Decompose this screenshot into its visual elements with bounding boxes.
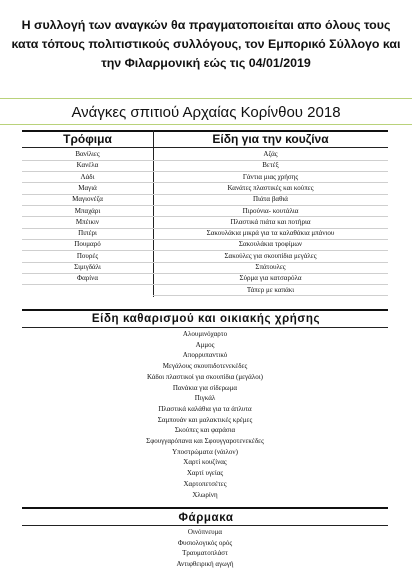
pharmacy-item: Οινόπνευμα (187, 528, 223, 536)
announcement-line: Η συλλογή των αναγκών θα πραγματοποιείται απο όλους τους (21, 18, 391, 32)
cleaning-item: Αλουμινόχαρτο (182, 330, 228, 338)
section-border (22, 309, 388, 311)
row-divider (153, 295, 388, 296)
kitchen-item: Πιάτα βαθιά (253, 195, 288, 204)
pharmacy-item: Αντιφθειρική αγωγή (176, 559, 234, 568)
cleaning-item: Πανάκια για σίδερωμα (172, 383, 238, 392)
kitchen-item: Αζάς (263, 150, 278, 158)
kitchen-item: Βετέξ (262, 161, 279, 170)
section-title-cleaning: Είδη καθαρισμού και οικιακής χρήσης (91, 313, 321, 325)
food-item: Φαρίνα (77, 274, 98, 283)
pharmacy-item: Τραυματοπλάστ (182, 549, 228, 558)
kitchen-item: Κανάτες πλαστικές και κούπες (227, 183, 314, 192)
cleaning-item: Απορρυπαντικό (182, 351, 228, 360)
food-item: Πουρές (76, 251, 99, 260)
cleaning-item: Πλαστικά καλάθια για τα άπλυτα (158, 404, 252, 413)
food-item: Πιπέρι (78, 229, 97, 238)
kitchen-item: Πιρούνια- κουτάλια (242, 206, 299, 215)
section-border (22, 327, 388, 328)
announcement-line: κατα τόπους πολιτιστικούς συλλόγους, τον Εμπορικό Σύλλογο και (11, 37, 401, 51)
kitchen-item: Σπάτουλες (255, 263, 286, 271)
page-title: Ανάγκες σπιτιού Αρχαίας Κορίνθου 2018 (71, 104, 341, 121)
food-item: Βανίλιες (75, 150, 100, 158)
kitchen-item: Σακουλάκια τροφίμων (238, 240, 303, 249)
divider (0, 124, 412, 125)
cleaning-item: Χαρτοπετσέτες (183, 479, 227, 488)
cleaning-item: Υποστρώματα (νάιλον) (172, 447, 238, 456)
cleaning-item: Χλωρίνη (192, 490, 218, 499)
cleaning-item: Κάδοι πλαστικοί για σκουπίδια (μεγάλοι) (147, 372, 263, 381)
cleaning-item: Χαρτί υγείας (186, 469, 224, 478)
cleaning-item: Σαμπουάν και μαλακτικές κρέμες (157, 415, 253, 424)
pharmacy-item: Φυσιολογικός ορός (177, 538, 233, 547)
cleaning-item: Χαρτί κουζίνας (183, 458, 227, 467)
section-border (22, 507, 388, 509)
cleaning-item: Πιγκάλ (194, 394, 216, 403)
food-item: Λάδι (80, 172, 95, 181)
kitchen-item: Τάπερ με καπάκι (246, 285, 295, 294)
food-item: Μαγιά (78, 183, 97, 192)
food-item: Μπέικιν (75, 217, 100, 226)
divider (0, 98, 412, 99)
kitchen-item: Γάντια μιας χρήσης (242, 172, 299, 181)
food-item: Σιμιγδάλι (74, 263, 101, 271)
announcement (6, 16, 406, 73)
food-item: Μαγιονέζα (72, 195, 103, 204)
cleaning-item: Αμμος (195, 340, 215, 349)
kitchen-item: Πλαστικά πιάτα και ποτήρια (230, 217, 311, 226)
table-header-border (22, 147, 388, 148)
cleaning-item: Σφουγγαρόπανα και Σφουγγαροτενεκέδες (146, 437, 264, 445)
kitchen-item: Σύρμα για κατσαρόλα (239, 274, 302, 283)
section-title-pharmacy: Φάρμακα (178, 512, 234, 524)
section-border (22, 525, 388, 526)
cleaning-item: Σκούπες και φαράσια (174, 426, 236, 435)
column-header-kitchen: Είδη για την κουζίνα (212, 132, 329, 146)
kitchen-item: Σακούλες για σκουπίδια μεγάλες (224, 251, 317, 260)
food-item: Πουμαρό (74, 240, 101, 249)
column-header-food: Τρόφιμα (63, 132, 112, 146)
food-item: Κανέλα (76, 161, 99, 170)
kitchen-item: Σακουλάκια μικρά για τα καλαθάκια μπάνιου (206, 229, 335, 238)
food-item: Μπαχάρι (74, 206, 101, 215)
announcement-line: την Φιλαρμονική εώς τις 04/01/2019 (101, 56, 311, 70)
cleaning-item: Μεγάλους σκουπιδοτενεκέδες (162, 362, 248, 371)
